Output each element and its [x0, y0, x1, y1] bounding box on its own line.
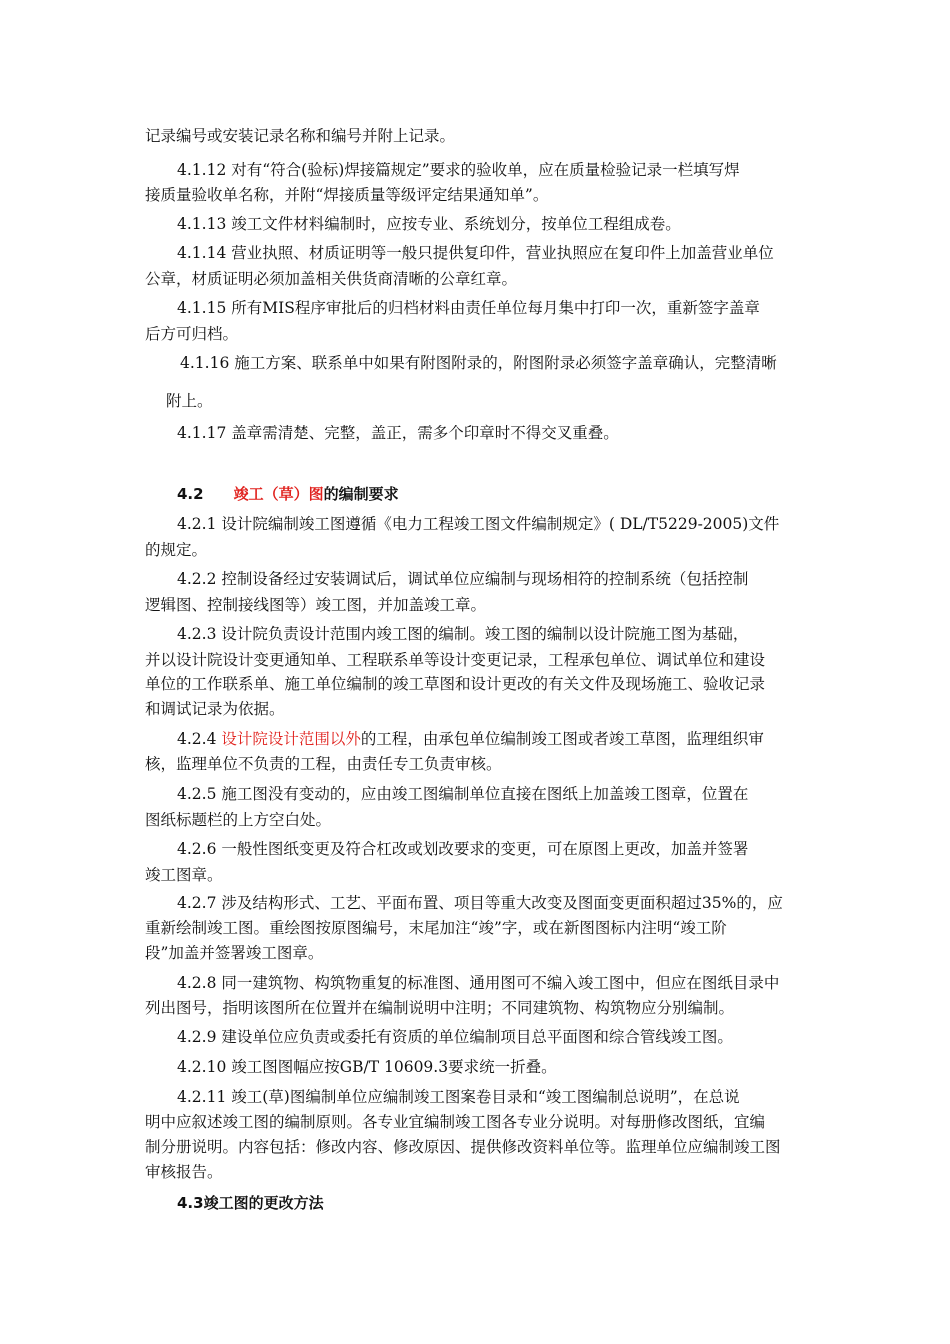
text-line: 4.1.17 盖章需清楚、完整，盖正，需多个印章时不得交叉重叠。	[177, 424, 619, 442]
text-line: 4.1.14 营业执照、材质证明等一般只提供复印件，营业执照应在复印件上加盖营业单位	[177, 244, 774, 262]
text-line: 并以设计院设计变更通知单、工程联系单等设计变更记录，工程承包单位、调试单位和建设	[145, 651, 766, 669]
text-line: 和调试记录为依据。	[145, 700, 285, 718]
text-line: 4.2.11 竣工(草)图编制单位应编制竣工图案卷目录和“竣工图编制总说明”，在总说	[177, 1088, 740, 1106]
text-line: 逻辑图、控制接线图等）竣工图，并加盖竣工章。	[145, 596, 487, 614]
text-line: 接质量验收单名称，并附“焊接质量等级评定结果通知单”。	[145, 186, 549, 204]
section-number: 4.2	[177, 485, 204, 503]
text-line: 4.2.1 设计院编制竣工图遵循《电力工程竣工图文件编制规定》( DL/T5229-2005)文件	[177, 515, 780, 533]
text-line: 的规定。	[145, 541, 208, 559]
text-line: 4.2.9 建设单位应负责或委托有资质的单位编制项目总平面图和综合管线竣工图。	[177, 1028, 733, 1046]
text-line: 重新绘制竣工图。重绘图按原图编号，末尾加注“竣”字，或在新图图标内注明“竣工阶	[145, 919, 727, 937]
text-line: 公章，材质证明必须加盖相关供货商清晰的公章红章。	[145, 270, 518, 288]
text-line: 4.2.7 涉及结构形式、工艺、平面布置、项目等重大改变及图面变更面积超过35%的，应	[177, 894, 783, 912]
text-line: 4.2.2 控制设备经过安装调试后，调试单位应编制与现场相符的控制系统（包括控制	[177, 570, 749, 588]
text-line: 4.1.15 所有MIS程序审批后的归档材料由责任单位每月集中打印一次，重新签字盖章	[177, 299, 760, 317]
text-line: 4.2.10 竣工图图幅应按GB/T 10609.3要求统一折叠。	[177, 1058, 557, 1076]
text-line: 4.1.13 竣工文件材料编制时，应按专业、系统划分，按单位工程组成卷。	[177, 215, 681, 233]
text-line: 后方可归档。	[145, 325, 239, 343]
text-line: 4.2.3 设计院负责设计范围内竣工图的编制。竣工图的编制以设计院施工图为基础，	[177, 625, 749, 643]
text-line: 段”加盖并签署竣工图章。	[145, 944, 324, 962]
section-heading-4-3: 4.3竣工图的更改方法	[177, 1194, 324, 1212]
section-title-rest: 的编制要求	[323, 485, 399, 503]
paragraph-text: 的工程，由承包单位编制竣工图或者竣工草图，监理组织审	[360, 730, 764, 748]
text-line: 4.1.12 对有“符合(验标)焊接篇规定”要求的验收单，应在质量检验记录一栏填写焊	[177, 161, 740, 179]
text-line: 附上。	[166, 392, 213, 410]
text-line: 记录编号或安装记录名称和编号并附上记录。	[145, 127, 456, 145]
section-title-highlight: 竣工（草）图	[233, 485, 324, 503]
paragraph-4-2-4	[177, 729, 764, 749]
text-line: 明中应叙述竣工图的编制原则。各专业宜编制竣工图各专业分说明。对每册修改图纸，宜编	[145, 1113, 766, 1131]
text-line: 审核报告。	[145, 1163, 223, 1181]
text-line: 4.1.16 施工方案、联系单中如果有附图附录的，附图附录必须签字盖章确认，完整清晰	[180, 354, 777, 372]
highlight-text: 设计院设计范围以外	[221, 730, 361, 748]
paragraph-number: 4.2.4	[177, 730, 222, 748]
section-heading-4-2	[177, 484, 399, 504]
text-line: 制分册说明。内容包括：修改内容、修改原因、提供修改资料单位等。监理单位应编制竣工图	[145, 1138, 781, 1156]
text-line: 单位的工作联系单、施工单位编制的竣工草图和设计更改的有关文件及现场施工、验收记录	[145, 675, 766, 693]
text-line: 4.2.6 一般性图纸变更及符合杠改或划改要求的变更，可在原图上更改，加盖并签署	[177, 840, 749, 858]
text-line: 核，监理单位不负责的工程，由责任专工负责审核。	[145, 755, 502, 773]
text-line: 列出图号，指明该图所在位置并在编制说明中注明；不同建筑物、构筑物应分别编制。	[145, 999, 735, 1017]
text-line: 图纸标题栏的上方空白处。	[145, 811, 332, 829]
text-line: 4.2.8 同一建筑物、构筑物重复的标准图、通用图可不编入竣工图中，但应在图纸目录中	[177, 974, 780, 992]
text-line: 4.2.5 施工图没有变动的，应由竣工图编制单位直接在图纸上加盖竣工图章，位置在	[177, 785, 749, 803]
text-line: 竣工图章。	[145, 866, 223, 884]
